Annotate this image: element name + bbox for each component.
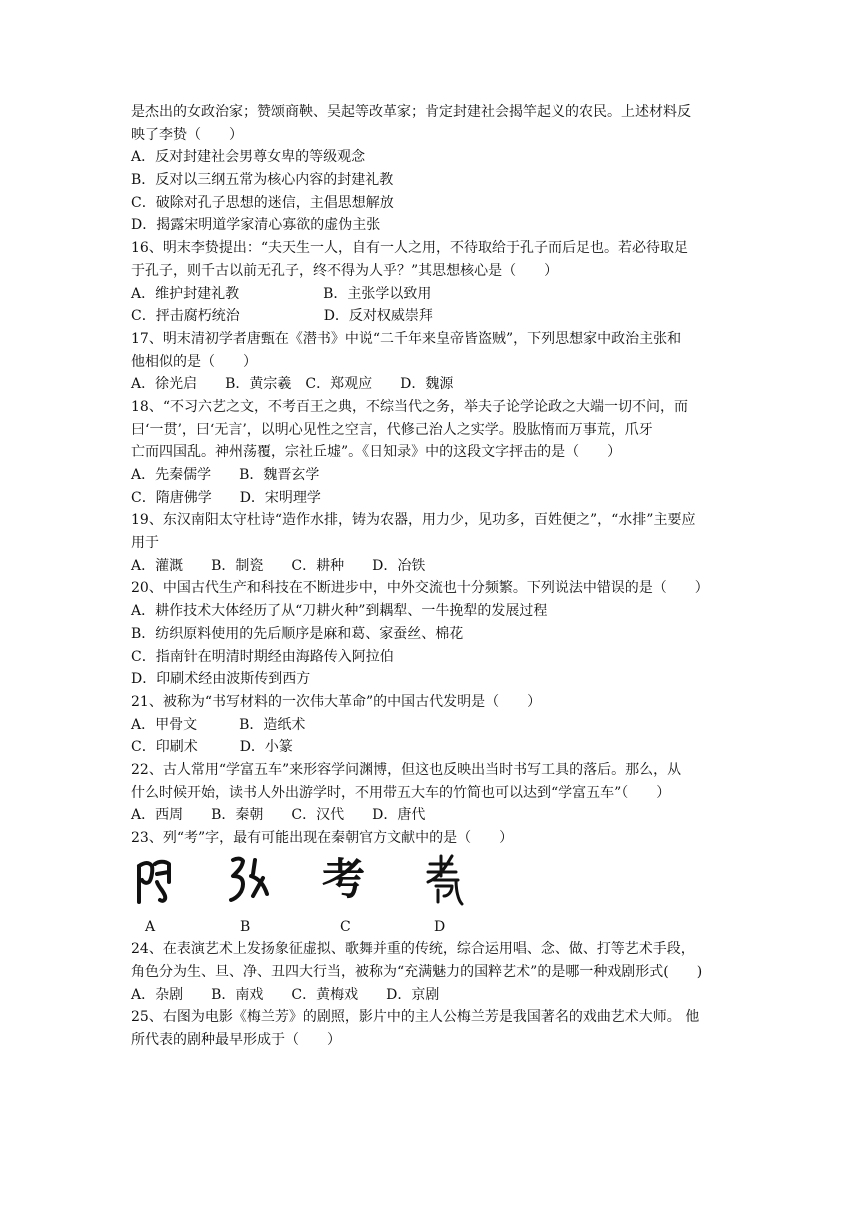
text-line: 24、在表演艺术上发扬象征虚拟、歌舞并重的传统，综合运用唱、念、做、打等艺术手段， xyxy=(131,941,695,958)
text-line: 曰‘一贯’，曰‘无言’，以明心见性之空言，代修己治人之实学。股肱惰而万事荒，爪牙 xyxy=(131,421,653,438)
text-line: 22、古人常用“学富五车”来形容学问渊博，但这也反映出当时书写工具的落后。那么，从 xyxy=(131,761,682,778)
text-line: A．先秦儒学 B．魏晋玄学 xyxy=(131,467,320,483)
text-line: A．甲骨文 B．造纸术 xyxy=(131,716,306,733)
text-line: C．指南针在明清时期经由海路传入阿拉伯 xyxy=(131,648,394,665)
text-line: D．印刷术经由波斯传到西方 xyxy=(131,671,311,688)
text-block-upper xyxy=(131,101,741,850)
glyph-a-image xyxy=(135,852,175,908)
glyph-option-b-label: B xyxy=(240,918,251,935)
text-line: A．维护封建礼教 B．主张学以致用 xyxy=(131,285,432,302)
text-line: 什么时候开始，读书人外出游学时，不用带五大车的竹简也可以达到“学富五车”（ ） xyxy=(131,784,671,801)
text-line: C．抨击腐朽统治 D．反对权威崇拜 xyxy=(131,308,433,325)
text-line: A．耕作技术大体经历了从“刀耕火种”到耦犁、一牛挽犁的发展过程 xyxy=(131,603,548,620)
text-line: 用于 xyxy=(131,535,159,552)
text-line: 16、明末李贽提出：“夫天生一人，自有一人之用，不待取给于孔子而后足也。若必待取足 xyxy=(131,240,688,257)
text-line: 映了李贽（ ） xyxy=(131,126,243,143)
text-line: 20、中国古代生产和科技在不断进步中，中外交流也十分频繁。下列说法中错误的是（ ） xyxy=(131,580,709,597)
text-line: D．揭露宋明道学家清心寡欲的虚伪主张 xyxy=(131,217,381,234)
glyph-b-image xyxy=(227,852,273,908)
text-line: 19、东汉南阳太守杜诗“造作水排，铸为农器，用力少，见功多，百姓便之”，“水排”主要应 xyxy=(131,512,696,529)
text-line: 21、被称为“书写材料的一次伟大革命”的中国古代发明是（ ） xyxy=(131,693,542,710)
text-line: 23、列“考”字，最有可能出现在秦朝官方文献中的是（ ） xyxy=(131,830,514,846)
glyph-option-c-label: C xyxy=(340,918,351,935)
text-line: 角色分为生、旦、净、丑四大行当，被称为“充满魅力的国粹艺术”的是哪一种戏剧形式( ) xyxy=(131,964,703,981)
text-line: B．反对以三纲五常为核心内容的封建礼教 xyxy=(131,172,394,189)
glyph-d-image xyxy=(422,852,466,908)
glyph-c-image: 考 xyxy=(322,854,365,905)
text-line: B．纺织原料使用的先后顺序是麻和葛、家蚕丝、棉花 xyxy=(131,625,464,642)
text-line: 亡而四国乱。神州荡覆，宗社丘墟”。《日知录》中的这段文字抨击的是（ ） xyxy=(131,444,622,461)
kao-glyph-images xyxy=(131,852,741,916)
glyph-option-d-label: D xyxy=(434,918,446,935)
text-block-lower xyxy=(131,938,741,1051)
glyph-option-letters xyxy=(131,916,741,939)
text-line: 于孔子，则千古以前无孔子，终不得为人乎？”其思想核心是（ ） xyxy=(131,262,559,279)
text-line: C．隋唐佛学 D．宋明理学 xyxy=(131,489,321,506)
text-line: A．杂剧 B．南戏 C．黄梅戏 D．京剧 xyxy=(131,986,440,1003)
text-line: 18、“不习六艺之文，不考百王之典，不综当代之务，举夫子论学论政之大端一切不问，而 xyxy=(131,398,688,415)
text-line: 25、右图为电影《梅兰芳》的剧照，影片中的主人公梅兰芳是我国著名的戏曲艺术大师。 他 xyxy=(131,1009,700,1026)
text-line: 他相似的是（ ） xyxy=(131,353,257,370)
text-line: 是杰出的女政治家；赞颂商鞅、吴起等改革家；肯定封建社会揭竿起义的农民。上述材料反 xyxy=(131,104,691,120)
text-line: C．破除对孔子思想的迷信，主倡思想解放 xyxy=(131,194,394,211)
text-line: A．徐光启 B．黄宗羲 C．郑观应 D．魏源 xyxy=(131,376,454,393)
text-line: C．印刷术 D．小篆 xyxy=(131,739,293,756)
text-line: 所代表的剧种最早形成于（ ） xyxy=(131,1032,341,1049)
text-line: 17、明末清初学者唐甄在《潜书》中说“二千年来皇帝皆盗贼”，下列思想家中政治主张和 xyxy=(131,330,682,347)
glyph-option-a-label: A xyxy=(145,918,156,935)
text-line: A．灌溉 B．制瓷 C．耕种 D．冶铁 xyxy=(131,557,426,574)
text-line: A．反对封建社会男尊女卑的等级观念 xyxy=(131,149,366,166)
text-line: A．西周 B．秦朝 C．汉代 D．唐代 xyxy=(131,807,426,824)
question-text xyxy=(131,101,741,1052)
